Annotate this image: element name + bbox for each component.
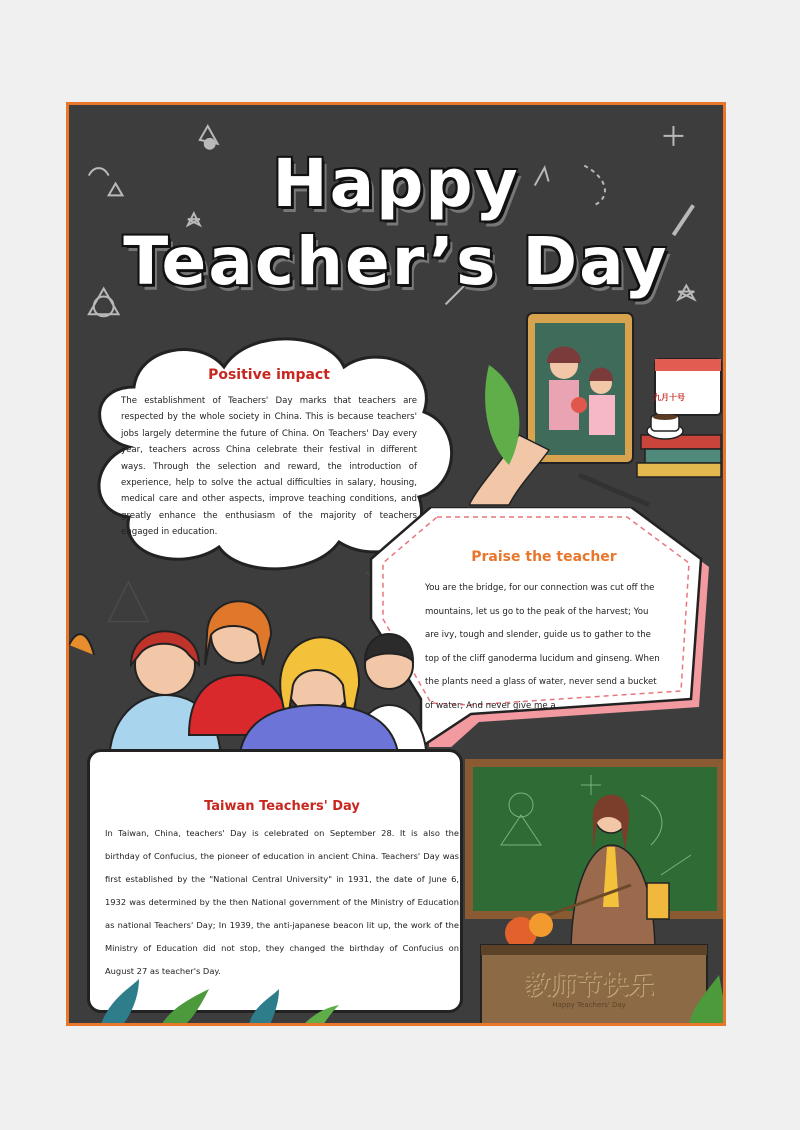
title-happy: Happy <box>272 145 520 222</box>
students-illustration <box>69 595 429 765</box>
calendar-label: 九月十号 <box>653 393 685 402</box>
photo-illustration <box>469 305 726 515</box>
title-teachers-day: Teacher’s Day <box>123 223 669 300</box>
taiwan-body: In Taiwan, China, teachers' Day is celebrated on September 28. It is also the birthday of Confucius, the pioneer of education in ancient China. Teachers' Day was first established by the "National Central University" in 1931, the date of June 6, 1932 was determined by the then National government of the Ministry of Education as national Teachers' Day; In 1939, the anti-japanese beacon lit up, the work of the Ministry of Education did not stop, they changed the birthday of Confucius on August 27 as teacher's Day. <box>105 828 459 976</box>
poster <box>66 102 726 1026</box>
praise-heading: Praise the teacher <box>471 549 617 565</box>
praise-body: You are the bridge, for our connection was cut off the mountains, let us go to the peak of the harvest; You are ivy, tough and slender, guide us to gather to the top of the cliff ganoderma lucidum and ginseng. When the plants need a glass of water, never send a bucket of water; And never give me a <box>425 583 660 711</box>
podium-english-text: Happy Teachers' Day <box>552 1001 626 1009</box>
taiwan-block <box>105 799 459 983</box>
praise-block <box>425 549 663 718</box>
taiwan-heading: Taiwan Teachers' Day <box>204 799 360 814</box>
bottom-leaves <box>69 975 726 1026</box>
positive-impact-body: The establishment of Teachers' Day marks that teachers are respected by the whole society in China. This is because teachers' jobs largely determine the future of China. On Teachers' Day every year, teachers across China celebrate their festival in different ways. Through the selection and reward, the introduction of experience, help to solve the actual difficulties in salary, housing, medical care and other aspects, improve teaching conditions, and greatly enhance the enthusiasm of the majority of teachers engaged in education. <box>121 396 417 538</box>
positive-impact-heading: Positive impact <box>208 367 330 383</box>
podium-chinese-text: 教师节快乐 <box>523 971 654 1001</box>
